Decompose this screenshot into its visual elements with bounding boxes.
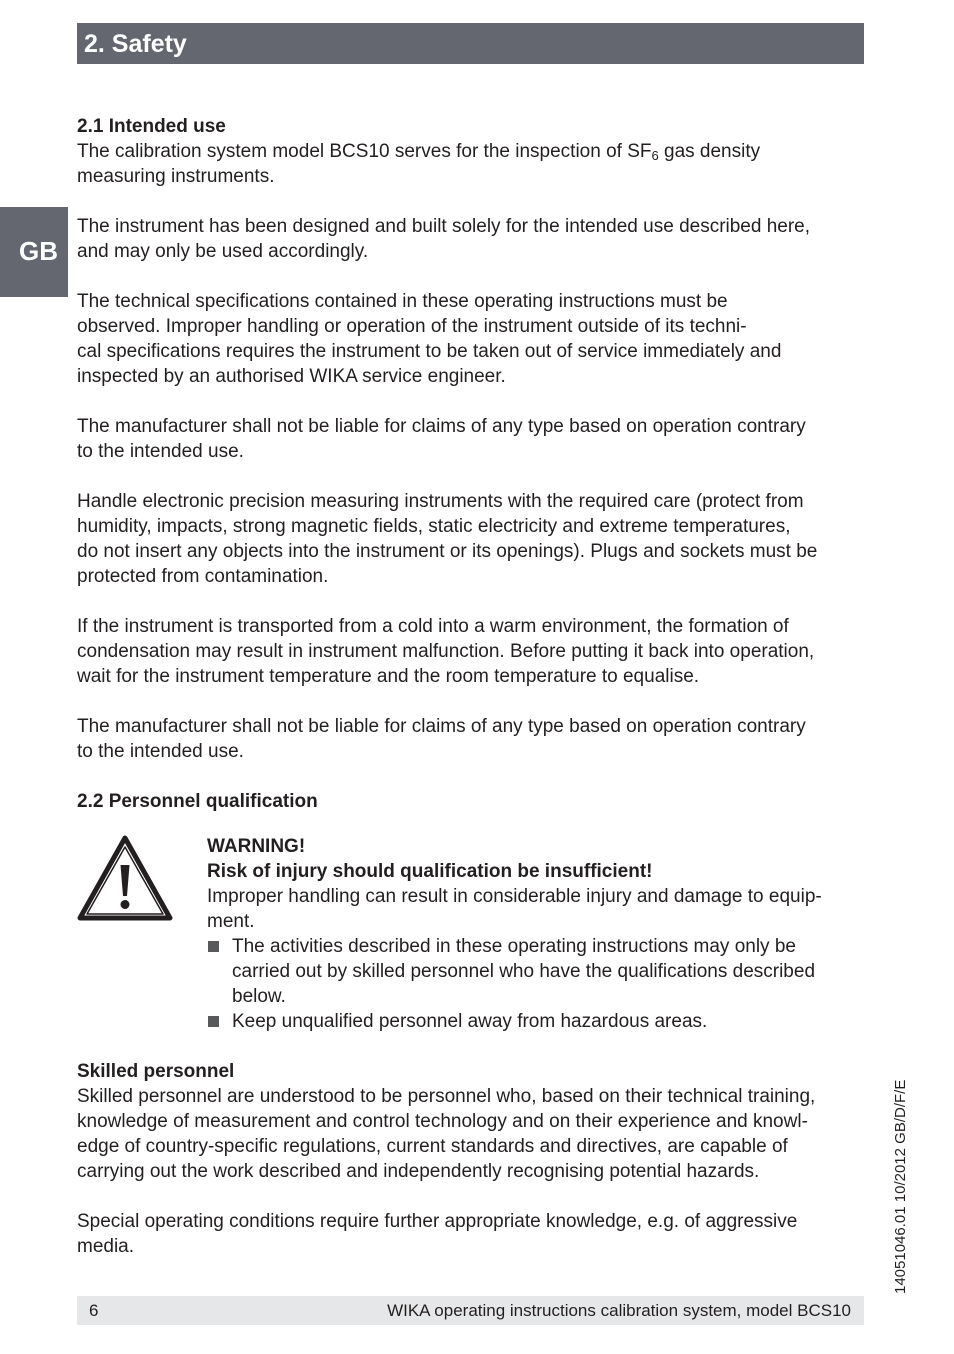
- bullet-square-icon: [208, 1016, 219, 1027]
- warning-bullet-list: [207, 934, 867, 1034]
- skilled-personnel-heading: Skilled personnel: [77, 1061, 235, 1082]
- p1-line-2: measuring instruments.: [77, 166, 275, 187]
- text-line: Keep unqualified personnel away from hazardous areas.: [232, 1011, 708, 1032]
- warning-title: WARNING!: [207, 836, 306, 857]
- page-footer: [77, 1296, 864, 1325]
- intended-use-paragraph-3: [77, 289, 867, 389]
- text-line: The activities described in these operating instructions may only be: [232, 936, 796, 957]
- text-line: The instrument has been designed and built solely for the intended use described here,: [77, 216, 811, 237]
- text-line: knowledge of measurement and control technology and on their experience and knowl-: [77, 1111, 808, 1132]
- text-line: edge of country-specific regulations, current standards and directives, are capable of: [77, 1136, 788, 1157]
- text-line: observed. Improper handling or operation of the instrument outside of its techni-: [77, 316, 747, 337]
- text-line: The manufacturer shall not be liable for claims of any type based on operation contrary: [77, 416, 806, 437]
- text-line: ment.: [207, 911, 255, 932]
- section-2-1-heading: 2.1 Intended use: [77, 116, 226, 137]
- intended-use-paragraph-1: [77, 139, 867, 189]
- page-number: 6: [89, 1301, 99, 1320]
- text-line: The manufacturer shall not be liable for claims of any type based on operation contrary: [77, 716, 806, 737]
- text-line: carrying out the work described and independently recognising potential hazards.: [77, 1161, 760, 1182]
- text-line: The technical specifications contained in these operating instructions must be: [77, 291, 728, 312]
- text-line: Special operating conditions require further appropriate knowledge, e.g. of aggressive: [77, 1211, 798, 1232]
- list-item: [207, 934, 867, 1009]
- text-line: Skilled personnel are understood to be personnel who, based on their technical training,: [77, 1086, 816, 1107]
- text-line: humidity, impacts, strong magnetic fields, static electricity and extreme temperatures,: [77, 516, 791, 537]
- section-title: 2. Safety: [84, 30, 187, 58]
- intended-use-paragraph-5: [77, 489, 867, 589]
- section-2-2-heading: 2.2 Personnel qualification: [77, 791, 318, 812]
- list-item: [207, 1009, 867, 1034]
- intended-use-paragraph-4: [77, 414, 867, 464]
- p1-text-end: gas density: [658, 141, 761, 162]
- bullet-square-icon: [208, 941, 219, 952]
- warning-text: [207, 834, 867, 1034]
- text-line: Handle electronic precision measuring instruments with the required care (protect from: [77, 491, 804, 512]
- text-line: protected from contamination.: [77, 566, 329, 587]
- text-line: inspected by an authorised WIKA service engineer.: [77, 366, 506, 387]
- intended-use-paragraph-2: [77, 214, 867, 264]
- text-line: to the intended use.: [77, 441, 244, 462]
- text-line: below.: [232, 986, 286, 1007]
- warning-triangle-icon: [77, 834, 173, 922]
- skilled-personnel-paragraph-2: [77, 1209, 867, 1259]
- text-line: cal specifications requires the instrument to be taken out of service immediately and: [77, 341, 782, 362]
- page-content: [77, 114, 867, 1259]
- p1-text-start: The calibration system model BCS10 serves for the inspection of SF: [77, 141, 652, 162]
- intended-use-paragraph-6: [77, 614, 867, 689]
- language-tab[interactable]: [0, 207, 68, 297]
- document-code: 14051046.01 10/2012 GB/D/F/E: [892, 1079, 909, 1294]
- text-line: carried out by skilled personnel who have the qualifications described: [232, 961, 816, 982]
- text-line: to the intended use.: [77, 741, 244, 762]
- text-line: do not insert any objects into the instrument or its openings). Plugs and sockets must be: [77, 541, 818, 562]
- text-line: media.: [77, 1236, 135, 1257]
- intended-use-paragraph-7: [77, 714, 867, 764]
- warning-body: [207, 884, 867, 934]
- text-line: Improper handling can result in considerable injury and damage to equip-: [207, 886, 822, 907]
- language-tab-label: GB: [19, 236, 58, 266]
- text-line: and may only be used accordingly.: [77, 241, 369, 262]
- text-line: If the instrument is transported from a cold into a warm environment, the formation of: [77, 616, 789, 637]
- warning-box: [77, 834, 867, 1034]
- sf6-subscript: 6: [651, 148, 659, 163]
- skilled-personnel-paragraph-1: [77, 1084, 867, 1184]
- section-header-bar: [77, 23, 864, 64]
- text-line: condensation may result in instrument malfunction. Before putting it back into operation,: [77, 641, 815, 662]
- warning-subtitle: Risk of injury should qualification be insufficient!: [207, 861, 653, 882]
- text-line: wait for the instrument temperature and the room temperature to equalise.: [77, 666, 700, 687]
- footer-title: WIKA operating instructions calibration system, model BCS10: [387, 1301, 851, 1320]
